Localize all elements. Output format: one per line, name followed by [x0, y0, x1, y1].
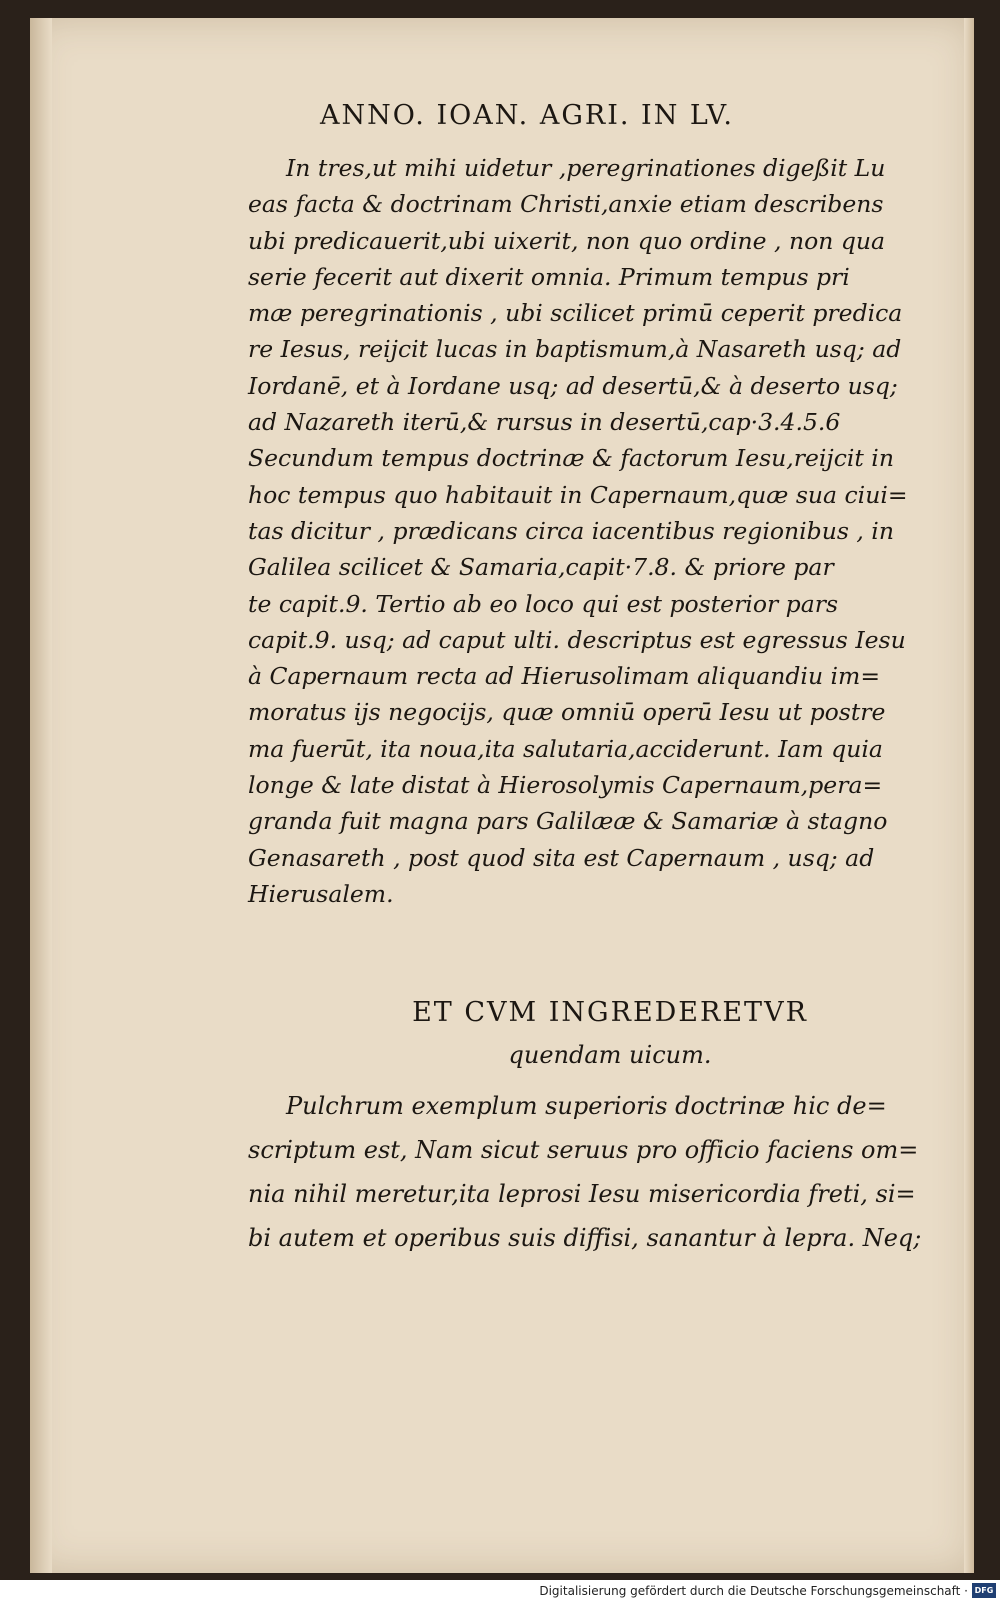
section-heading-main: ET CVM INGREDERETVR — [412, 997, 808, 1028]
text-line: ma fuerūt, ita noua,ita salutaria,acciderunt. Iam quia — [248, 734, 883, 763]
text-line: hoc tempus quo habitauit in Capernaum,quæ sua ciui= — [248, 480, 908, 509]
text-line: Genasareth , post quod sita est Capernaum , usq; ad — [248, 843, 875, 872]
text-line: longe & late distat à Hierosolymis Capernaum,pera= — [248, 771, 883, 800]
funding-credit: Digitalisierung gefördert durch die Deutsche Forschungsgemeinschaft · — [539, 1584, 968, 1598]
text-line: Hierusalem. — [248, 879, 394, 908]
book-page — [30, 18, 974, 1573]
section-heading-sub: quendam uicum. — [508, 1041, 712, 1069]
text-line: Galilea scilicet & Samaria,capit·7.8. & priore par — [248, 553, 834, 582]
text-line: re Iesus, reijcit lucas in baptismum,à Nasareth usq; ad — [248, 335, 902, 364]
footer-bar — [0, 1580, 1000, 1603]
dfg-logo[interactable]: DFG — [972, 1583, 996, 1598]
text-line: Secundum tempus doctrinæ & factorum Iesu,reijcit in — [248, 444, 894, 473]
text-line: tas dicitur , prædicans circa iacentibus regionibus , in — [248, 516, 894, 545]
text-line: moratus ijs negocijs, quæ omniū operū Iesu ut postre — [248, 698, 886, 727]
text-line: te capit.9. Tertio ab eo loco qui est posterior pars — [248, 589, 839, 618]
paragraph-1 — [248, 150, 938, 912]
paragraph-2 — [248, 1084, 938, 1260]
text-line: à Capernaum recta ad Hierusolimam aliquandiu im= — [248, 662, 881, 691]
page-gutter-shadow — [30, 18, 52, 1573]
running-head: ANNO. IOAN. AGRI. IN LV. — [320, 100, 735, 131]
text-line: capit.9. usq; ad caput ulti. descriptus est egressus Iesu — [248, 625, 906, 654]
text-line: serie fecerit aut dixerit omnia. Primum tempus pri — [248, 262, 850, 291]
text-line: nia nihil meretur,ita leprosi Iesu misericordia freti, si= — [248, 1180, 916, 1208]
text-line: scriptum est, Nam sicut seruus pro officio faciens om= — [248, 1136, 919, 1164]
page-edge-shadow — [964, 18, 974, 1573]
text-line: mæ peregrinationis , ubi scilicet primū ceperit predica — [248, 299, 903, 328]
text-line: ad Nazareth iterū,& rursus in desertū,cap·3.4.5.6 — [248, 408, 841, 437]
text-line: ubi predicauerit,ubi uixerit, non quo ordine , non qua — [248, 226, 886, 255]
text-line: granda fuit magna pars Galilææ & Samariæ à stagno — [248, 807, 888, 836]
text-line: Iordanē, et à Iordane usq; ad desertū,& à deserto usq; — [248, 371, 898, 400]
section-heading — [300, 993, 920, 1077]
text-line: Pulchrum exemplum superioris doctrinæ hic de= — [286, 1092, 887, 1120]
text-line: In tres,ut mihi uidetur ,peregrinationes digeßit Lu — [286, 154, 886, 182]
text-line: bi autem et operibus suis diffisi, sanantur à lepra. Neq; — [248, 1224, 922, 1252]
text-line: eas facta & doctrinam Christi,anxie etiam describens — [248, 190, 884, 219]
